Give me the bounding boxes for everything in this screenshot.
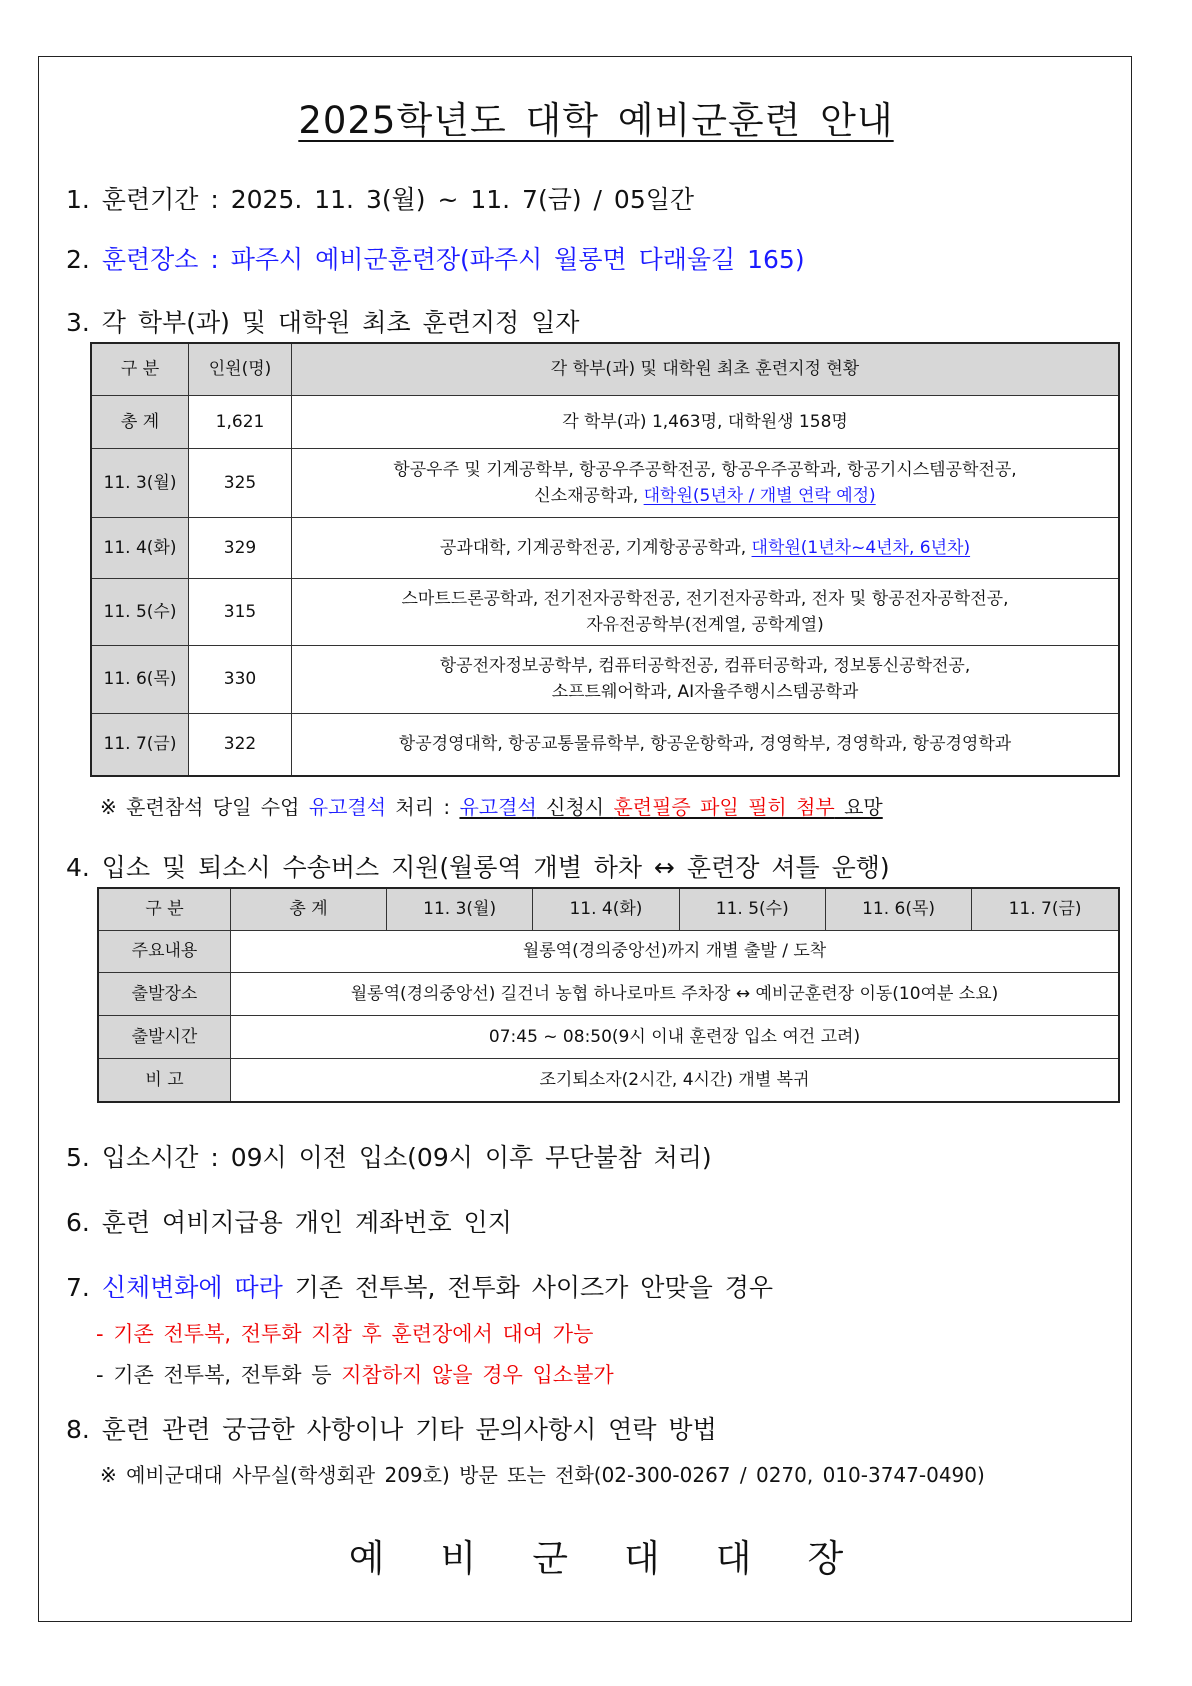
table-row: 11. 5(수) 315 스마트드론공학과, 전기전자공학전공, 전기전자공학과, 전자 및 항공전자공학전공, 자유전공학부(전계열, 공학계열) (91, 578, 1119, 645)
graduate-link[interactable]: 대학원(5년차 / 개별 연락 예정) (643, 485, 876, 506)
table-row: 11. 7(금) 322 항공경영대학, 항공교통물류학부, 항공운항학과, 경영학부, 경영학과, 항공경영학과 (91, 713, 1119, 776)
table-row: 출발시간 07:45 ~ 08:50(9시 이내 훈련장 입소 여건 고려) (98, 1015, 1119, 1058)
item-contact-heading: 8. 훈련 관련 궁금한 사항이나 기타 문의사항시 연락 방법 (66, 1415, 717, 1444)
uniform-note-rental: - 기존 전투복, 전투화 지참 후 훈련장에서 대여 가능 (96, 1322, 594, 1346)
table-row: 주요내용 월롱역(경의중앙선)까지 개별 출발 / 도착 (98, 930, 1119, 972)
table-row: 11. 6(목) 330 항공전자정보공학부, 컴퓨터공학전공, 컴퓨터공학과, 정보통신공학전공, 소프트웨어학과, AI자율주행시스템공학과 (91, 645, 1119, 713)
table-header: 인원(명) (189, 343, 292, 395)
item-schedule-heading: 3. 각 학부(과) 및 대학원 최초 훈련지정 일자 (66, 308, 580, 337)
schedule-table (90, 342, 1120, 777)
table-header: 총 계 (231, 888, 387, 930)
item-entry-time: 5. 입소시간 : 09시 이전 입소(09시 이후 무단불참 처리) (66, 1143, 712, 1172)
table-row: 11. 3(월) 325 항공우주 및 기계공학부, 항공우주공학전공, 항공우주공학과, 항공기시스템공학전공, 신소재공학과, 대학원(5년차 / 개별 연락 예정) (91, 448, 1119, 517)
table-header: 11. 7(금) (972, 888, 1119, 930)
page-title: 2025학년도 대학 예비군훈련 안내 (298, 99, 894, 142)
contact-note: ※ 예비군대대 사무실(학생회관 209호) 방문 또는 전화(02-300-0267 / 0270, 010-3747-0490) (100, 1463, 985, 1487)
signature-line: 예 비 군 대 대 장 (348, 1537, 844, 1580)
bus-table (97, 887, 1120, 1103)
table-row: 11. 4(화) 329 공과대학, 기계공학전공, 기계항공공학과, 대학원(1년차~4년차, 6년차) (91, 517, 1119, 578)
table-header: 구 분 (98, 888, 231, 930)
table-header: 구 분 (91, 343, 189, 395)
table-row: 출발장소 월롱역(경의중앙선) 길건너 농협 하나로마트 주차장 ↔ 예비군훈련장 이동(10여분 소요) (98, 972, 1119, 1015)
attendance-note: ※ 훈련참석 당일 수업 유고결석 처리 : 유고결석 신청시 훈련필증 파일 필히 첨부 요망 (100, 795, 883, 819)
table-row: 비 고 조기퇴소자(2시간, 4시간) 개별 복귀 (98, 1058, 1119, 1102)
table-header: 각 학부(과) 및 대학원 최초 훈련지정 현황 (292, 343, 1120, 395)
item-training-location: 2. 훈련장소 : 파주시 예비군훈련장(파주시 월롱면 다래울길 165) (66, 245, 805, 274)
uniform-note-required: - 기존 전투복, 전투화 등 지참하지 않을 경우 입소불가 (96, 1363, 614, 1387)
table-header: 11. 5(수) (679, 888, 825, 930)
table-row: 총 계 1,621 각 학부(과) 1,463명, 대학원생 158명 (91, 395, 1119, 448)
graduate-link[interactable]: 대학원(1년차~4년차, 6년차) (751, 537, 971, 558)
table-header: 11. 4(화) (533, 888, 679, 930)
table-header: 11. 3(월) (387, 888, 533, 930)
table-header: 11. 6(목) (825, 888, 971, 930)
item-account-number: 6. 훈련 여비지급용 개인 계좌번호 인지 (66, 1208, 512, 1237)
item-bus-heading: 4. 입소 및 퇴소시 수송버스 지원(월롱역 개별 하차 ↔ 훈련장 셔틀 운행) (66, 853, 890, 882)
item-uniform-size: 7. 신체변화에 따라 기존 전투복, 전투화 사이즈가 안맞을 경우 (66, 1273, 773, 1302)
item-training-period: 1. 훈련기간 : 2025. 11. 3(월) ~ 11. 7(금) / 05일간 (66, 185, 695, 214)
